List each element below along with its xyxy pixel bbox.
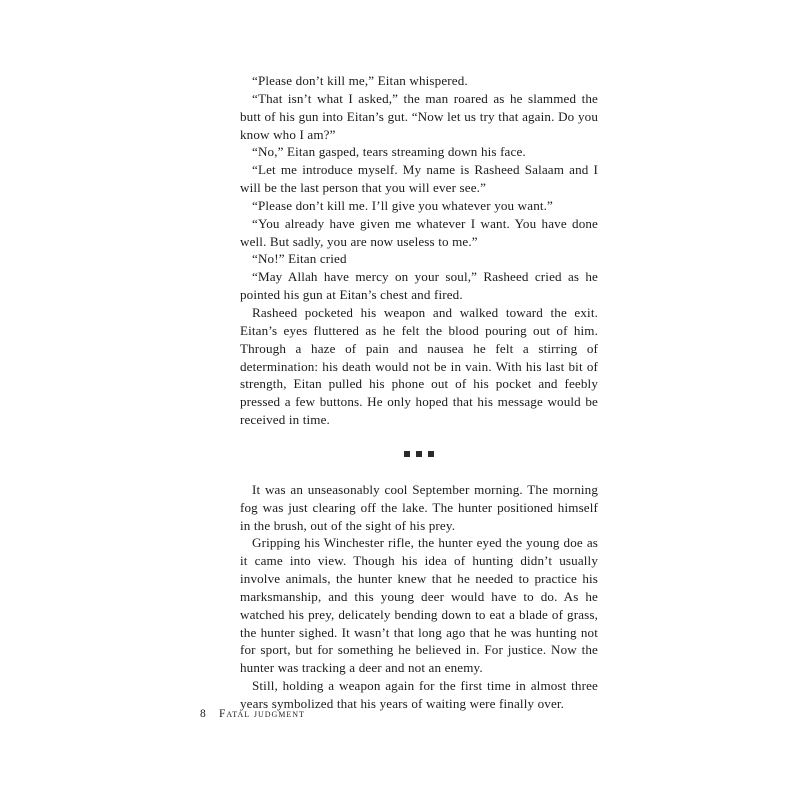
- square-ornament-icon: [428, 451, 434, 457]
- paragraph: “May Allah have mercy on your soul,” Rasheed cried as he pointed his gun at Eitan’s chest and fired.: [240, 269, 598, 303]
- paragraph: “Please don’t kill me. I’ll give you whatever you want.”: [252, 197, 554, 213]
- page-footer: [200, 708, 305, 720]
- running-head-book-title: fatal judgment: [218, 708, 305, 720]
- square-ornament-icon: [416, 451, 422, 457]
- paragraph: It was an unseasonably cool September morning. The morning fog was just clearing off the lake. The hunter positioned himself in the brush, out of the sight of his prey.: [240, 481, 598, 533]
- paragraph: Gripping his Winchester rifle, the hunter eyed the young doe as it came into view. Though his idea of hunting didn’t usually involve animals, the hunter knew that he needed to practice his marksmanship, and this young deer would have to do. As he watched his prey, delicately bending down to eat a blade of grass, the hunter sighed. It wasn’t that long ago that he was hunting not for sport, but for something he believed in. For justice. Now the hunter was tracking a deer and not an enemy.: [240, 535, 598, 676]
- square-ornament-icon: [404, 451, 410, 457]
- paragraph: “That isn’t what I asked,” the man roared as he slammed the butt of his gun into Eitan’s gut. “Now let us try that again. Do you know who I am?”: [240, 90, 598, 142]
- page-text-block: [240, 72, 598, 713]
- paragraph: Rasheed pocketed his weapon and walked toward the exit. Eitan’s eyes fluttered as he felt the blood pouring out of him. Through a haze of pain and nausea he felt a stirring of determination: his death would not be in vain. With his last bit of strength, Eitan pulled his phone out of his pocket and feebly pressed a few buttons. He only hoped that his message would be received in time.: [240, 304, 598, 428]
- section-one: [240, 72, 598, 429]
- paragraph: “Let me introduce myself. My name is Rasheed Salaam and I will be the last person that you will ever see.”: [240, 162, 598, 196]
- paragraph: “No,” Eitan gasped, tears streaming down his face.: [252, 144, 526, 160]
- section-break-ornament: [240, 450, 598, 459]
- page-number: 8: [200, 708, 206, 720]
- paragraph: Still, holding a weapon again for the first time in almost three years symbolized that his years of waiting were finally over.: [240, 678, 598, 711]
- paragraph: “No!” Eitan cried: [252, 251, 347, 267]
- section-two: [240, 481, 598, 713]
- paragraph: “You already have given me whatever I want. You have done well. But sadly, you are now useless to me.”: [240, 215, 598, 249]
- paragraph: “Please don’t kill me,” Eitan whispered.: [252, 73, 468, 88]
